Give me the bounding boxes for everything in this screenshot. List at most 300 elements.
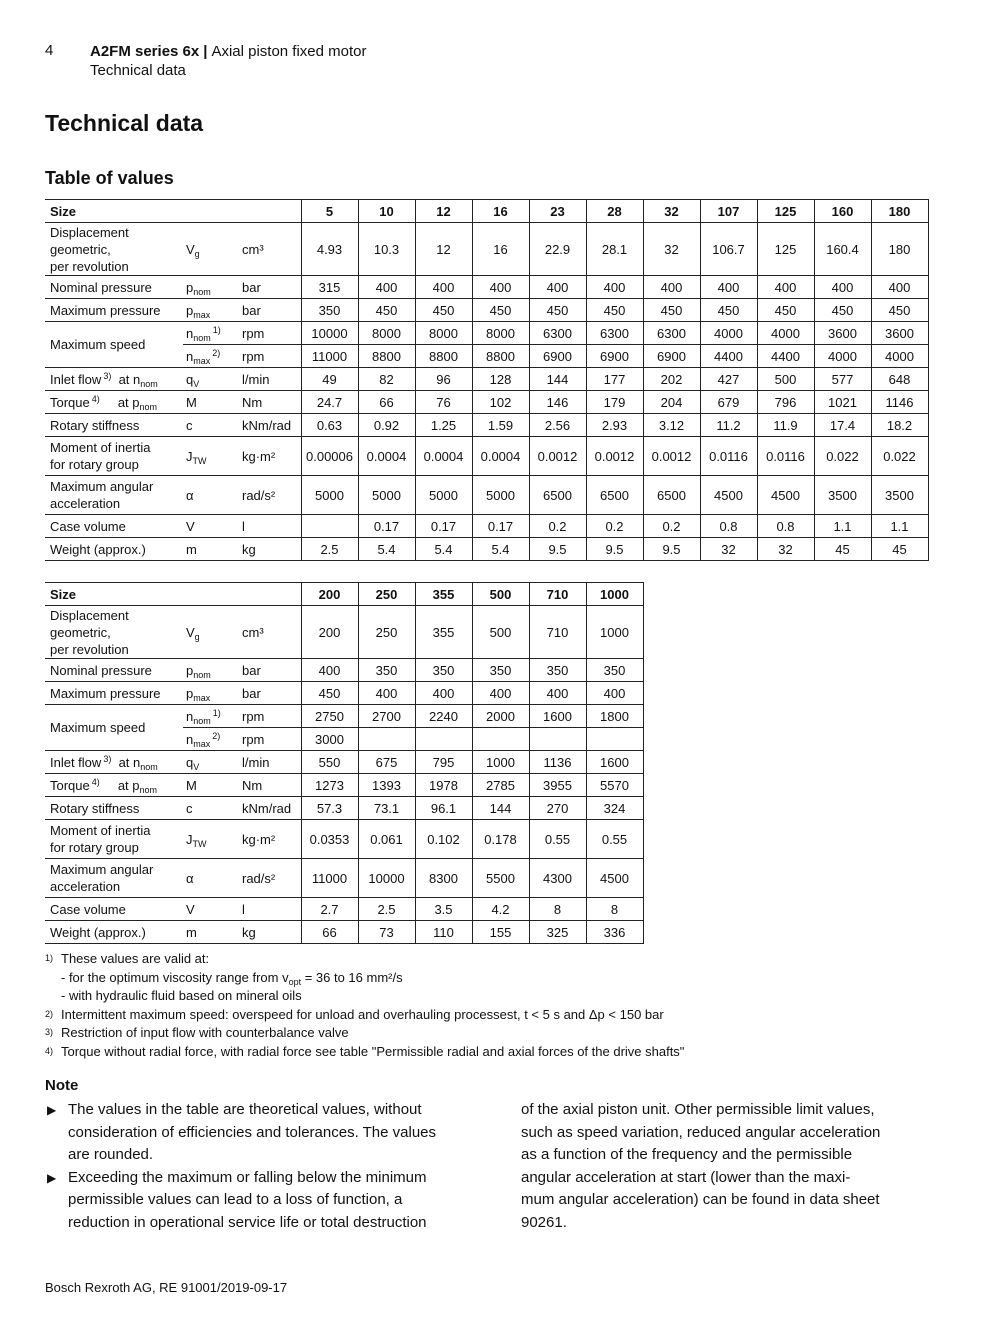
unit-nmax: rpm	[239, 728, 301, 751]
value-cell: 1.1	[871, 515, 928, 538]
note-line: Exceeding the maximum or falling below the minimum	[68, 1168, 427, 1186]
value-cell: 795	[415, 751, 472, 774]
note-line: 90261.	[521, 1213, 567, 1231]
note-line: angular acceleration at start (lower than the maxi-	[521, 1168, 851, 1186]
value-cell: 270	[529, 797, 586, 820]
symbol-sub: nom	[193, 715, 211, 726]
symbol-nnom	[183, 705, 239, 728]
value-cell: 450	[586, 299, 643, 322]
value-cell: 9.5	[586, 538, 643, 561]
symbol-sub: nom	[193, 332, 211, 343]
maximum-pressure-label: Maximum pressure	[45, 682, 183, 705]
value-cell: 200	[301, 606, 358, 659]
value-cell: 1978	[415, 774, 472, 797]
note-item-1	[45, 1099, 485, 1167]
value-cell: 32	[757, 538, 814, 561]
value-cell: 4000	[700, 322, 757, 345]
value-cell: 6300	[586, 322, 643, 345]
label-sub: nom	[139, 401, 158, 412]
value-cell	[358, 728, 415, 751]
value-cell: 8000	[415, 322, 472, 345]
value-cell: 2000	[472, 705, 529, 728]
value-cell: 550	[301, 751, 358, 774]
value-cell: 0.0004	[472, 437, 529, 476]
symbol-sub: nom	[193, 669, 211, 680]
value-cell: 0.0012	[586, 437, 643, 476]
value-cell: 5.4	[415, 538, 472, 561]
value-cell: 350	[529, 659, 586, 682]
unit-jtw: kg·m²	[239, 437, 301, 476]
case-volume-row	[45, 898, 643, 921]
unit-torque: Nm	[239, 774, 301, 797]
value-cell: 177	[586, 368, 643, 391]
header-product: Axial piston fixed motor	[211, 43, 367, 60]
footnote-text: Restriction of input flow with counterbalance valve	[61, 1025, 349, 1040]
size-cell: 160	[814, 200, 871, 223]
value-cell: 350	[358, 659, 415, 682]
size-cell: 12	[415, 200, 472, 223]
footnote-text: = 36 to 16 mm²/s	[301, 969, 403, 985]
value-cell	[472, 728, 529, 751]
value-cell: 0.00006	[301, 437, 358, 476]
symbol-mass: m	[183, 921, 239, 944]
footnote-text: Torque without radial force, with radial force see table "Permissible radial and axial forces of the drive shafts"	[61, 1043, 685, 1059]
torque-label	[45, 774, 183, 797]
value-cell: 679	[700, 391, 757, 414]
value-cell: 4000	[757, 322, 814, 345]
value-cell: 24.7	[301, 391, 358, 414]
note-line: as a function of the frequency and the permissible	[521, 1146, 853, 1163]
footnote-ref: 4)	[91, 393, 100, 404]
unit-pnom: bar	[239, 659, 301, 682]
value-cell: 102	[472, 391, 529, 414]
size-cell: 32	[643, 200, 700, 223]
page-number: 4	[45, 42, 54, 59]
label-line: acceleration	[50, 879, 121, 894]
value-cell: 49	[301, 368, 358, 391]
value-cell: 1600	[529, 705, 586, 728]
maximum-pressure-row	[45, 682, 643, 705]
value-cell: 400	[643, 276, 700, 299]
footnote-4	[45, 1043, 684, 1062]
value-cell	[529, 728, 586, 751]
size-cell: 23	[529, 200, 586, 223]
label-sub: nom	[140, 378, 158, 389]
maximum-pressure-label: Maximum pressure	[45, 299, 183, 322]
rotary-stiffness-label: Rotary stiffness	[45, 414, 183, 437]
symbol-case: V	[183, 898, 239, 921]
label-line: per revolution	[50, 641, 129, 657]
value-cell: 1136	[529, 751, 586, 774]
value-cell: 400	[301, 659, 358, 682]
value-cell: 1273	[301, 774, 358, 797]
symbol-stiffness: c	[183, 797, 239, 820]
value-cell: 3955	[529, 774, 586, 797]
value-cell: 9.5	[643, 538, 700, 561]
value-cell: 450	[871, 299, 928, 322]
bullet-arrow-icon: ▶	[47, 1170, 57, 1185]
value-cell: 10000	[301, 322, 358, 345]
label-line: geometric,	[50, 241, 111, 257]
torque-row	[45, 774, 643, 797]
symbol-pnom	[183, 659, 239, 682]
value-cell: 400	[757, 276, 814, 299]
unit-case: l	[239, 515, 301, 538]
value-cell: 450	[358, 299, 415, 322]
value-cell: 16	[472, 223, 529, 276]
unit-mass: kg	[239, 538, 301, 561]
value-cell	[301, 515, 358, 538]
value-cell: 5500	[472, 859, 529, 898]
value-cell: 675	[358, 751, 415, 774]
note-column-left	[45, 1099, 485, 1234]
angular-acceleration-row	[45, 859, 643, 898]
value-cell: 648	[871, 368, 928, 391]
case-volume-row	[45, 515, 928, 538]
value-cell: 2.5	[358, 898, 415, 921]
value-cell: 350	[472, 659, 529, 682]
value-cell: 96	[415, 368, 472, 391]
value-cell: 10.3	[358, 223, 415, 276]
value-cell: 0.022	[814, 437, 871, 476]
value-cell: 17.4	[814, 414, 871, 437]
value-cell: 250	[358, 606, 415, 659]
value-cell: 500	[757, 368, 814, 391]
value-cell: 3500	[871, 476, 928, 515]
value-cell: 11.2	[700, 414, 757, 437]
unit-pmax: bar	[239, 682, 301, 705]
value-cell: 0.17	[472, 515, 529, 538]
weight-row	[45, 538, 928, 561]
value-cell: 8800	[415, 345, 472, 368]
symbol-vg	[183, 223, 239, 276]
value-cell: 180	[871, 223, 928, 276]
size-cell: 16	[472, 200, 529, 223]
value-cell: 4400	[700, 345, 757, 368]
label-line: acceleration	[50, 496, 121, 511]
value-cell: 0.2	[529, 515, 586, 538]
size-cell: 355	[415, 583, 472, 606]
label-text: Torque	[50, 777, 90, 793]
label-line: per revolution	[50, 258, 129, 274]
value-cell	[415, 728, 472, 751]
value-cell: 4500	[757, 476, 814, 515]
symbol-text: n	[186, 348, 194, 364]
value-cell: 400	[814, 276, 871, 299]
value-cell: 66	[358, 391, 415, 414]
symbol-sub: TW	[192, 455, 207, 466]
weight-row	[45, 921, 643, 944]
value-cell: 3.5	[415, 898, 472, 921]
bullet-arrow-icon: ▶	[47, 1103, 57, 1117]
symbol-sub: max	[193, 692, 211, 703]
value-cell: 1800	[586, 705, 643, 728]
value-cell: 66	[301, 921, 358, 944]
label-line: for rotary group	[50, 840, 139, 855]
label-text: Inlet flow	[50, 754, 102, 770]
footnote-sub: opt	[288, 976, 302, 987]
value-cell: 400	[871, 276, 928, 299]
value-cell: 3.12	[643, 414, 700, 437]
header-series: A2FM series 6x	[90, 43, 200, 60]
value-cell: 4.2	[472, 898, 529, 921]
symbol-sub: g	[194, 631, 200, 642]
value-cell: 2785	[472, 774, 529, 797]
label-line: for rotary group	[50, 457, 139, 472]
displacement-row	[45, 223, 928, 276]
value-cell: 8000	[358, 322, 415, 345]
value-cell: 82	[358, 368, 415, 391]
value-cell: 202	[643, 368, 700, 391]
symbol-text: n	[186, 325, 194, 341]
value-cell: 6300	[529, 322, 586, 345]
value-cell: 6500	[529, 476, 586, 515]
value-cell: 0.8	[757, 515, 814, 538]
value-cell: 45	[814, 538, 871, 561]
nominal-pressure-row	[45, 276, 928, 299]
value-cell: 0.92	[358, 414, 415, 437]
value-cell: 22.9	[529, 223, 586, 276]
value-cell: 400	[358, 276, 415, 299]
inlet-flow-row	[45, 368, 928, 391]
note-title: Note	[45, 1077, 79, 1094]
label-line: Moment of inertia	[50, 440, 151, 455]
note-line: such as speed variation, reduced angular acceleration	[521, 1123, 881, 1141]
value-cell: 6500	[586, 476, 643, 515]
unit-torque: Nm	[239, 391, 301, 414]
value-cell: 710	[529, 606, 586, 659]
symbol-torque: M	[183, 774, 239, 797]
value-cell: 0.55	[529, 820, 586, 859]
symbol-sub: max	[193, 355, 211, 366]
value-cell: 5000	[301, 476, 358, 515]
value-cell: 450	[529, 299, 586, 322]
value-cell: 12	[415, 223, 472, 276]
values-table-2	[45, 582, 644, 944]
value-cell: 4000	[814, 345, 871, 368]
label-line: Maximum angular	[50, 479, 154, 494]
value-cell: 400	[700, 276, 757, 299]
value-cell: 400	[529, 276, 586, 299]
note-line: of the axial piston unit. Other permissible limit values,	[521, 1101, 875, 1118]
symbol-nmax	[183, 345, 239, 368]
value-cell: 355	[415, 606, 472, 659]
value-cell: 0.0353	[301, 820, 358, 859]
unit-stiffness: kNm/rad	[239, 797, 301, 820]
value-cell: 1.59	[472, 414, 529, 437]
value-cell: 0.0116	[700, 437, 757, 476]
symbol-jtw	[183, 820, 239, 859]
speed-nom-row	[45, 322, 928, 345]
size-cell: 250	[358, 583, 415, 606]
value-cell: 350	[301, 299, 358, 322]
page-title: Technical data	[45, 110, 204, 136]
size-cell: 107	[700, 200, 757, 223]
weight-label: Weight (approx.)	[45, 921, 183, 944]
value-cell: 4000	[871, 345, 928, 368]
symbol-jtw	[183, 437, 239, 476]
value-cell: 11.9	[757, 414, 814, 437]
value-cell: 1000	[586, 606, 643, 659]
value-cell: 4500	[586, 859, 643, 898]
value-cell: 73	[358, 921, 415, 944]
value-cell: 1021	[814, 391, 871, 414]
note-line: mum angular acceleration) can be found in data sheet	[521, 1191, 880, 1208]
value-cell: 1.1	[814, 515, 871, 538]
value-cell: 45	[871, 538, 928, 561]
unit-case: l	[239, 898, 301, 921]
value-cell: 11000	[301, 859, 358, 898]
value-cell: 76	[415, 391, 472, 414]
angular-acceleration-row	[45, 476, 928, 515]
unit-alpha: rad/s²	[239, 476, 301, 515]
unit-mass: kg	[239, 921, 301, 944]
value-cell: 400	[358, 682, 415, 705]
case-volume-label: Case volume	[45, 898, 183, 921]
value-cell: 1393	[358, 774, 415, 797]
value-cell: 400	[529, 682, 586, 705]
unit-pmax: bar	[239, 299, 301, 322]
rotary-stiffness-row	[45, 414, 928, 437]
symbol-qv	[183, 368, 239, 391]
value-cell: 2.93	[586, 414, 643, 437]
symbol-pmax	[183, 299, 239, 322]
value-cell: 204	[643, 391, 700, 414]
symbol-pnom	[183, 276, 239, 299]
weight-label: Weight (approx.)	[45, 538, 183, 561]
value-cell: 5000	[415, 476, 472, 515]
symbol-sub: TW	[192, 838, 207, 849]
value-cell: 3500	[814, 476, 871, 515]
symbol-torque: M	[183, 391, 239, 414]
size-cell: 125	[757, 200, 814, 223]
size-cell: 5	[301, 200, 358, 223]
value-cell: 4500	[700, 476, 757, 515]
value-cell: 6900	[586, 345, 643, 368]
symbol-text: J	[186, 831, 193, 847]
value-cell: 0.17	[415, 515, 472, 538]
unit-qv: l/min	[239, 368, 301, 391]
value-cell: 0.0012	[529, 437, 586, 476]
value-cell: 0.178	[472, 820, 529, 859]
footnote-3	[45, 1024, 684, 1043]
label-sub: nom	[139, 784, 158, 795]
unit-pnom: bar	[239, 276, 301, 299]
moment-of-inertia-row	[45, 437, 928, 476]
speed-nom-row	[45, 705, 643, 728]
footnotes	[45, 950, 684, 1061]
value-cell: 28.1	[586, 223, 643, 276]
moment-of-inertia-label	[45, 437, 183, 476]
value-cell: 3000	[301, 728, 358, 751]
footnote-ref: 2)	[212, 730, 221, 741]
note-item-2	[45, 1167, 485, 1235]
value-cell: 450	[643, 299, 700, 322]
value-cell: 5.4	[358, 538, 415, 561]
value-cell: 5570	[586, 774, 643, 797]
symbol-alpha: α	[183, 476, 239, 515]
value-cell: 400	[415, 682, 472, 705]
value-cell: 8	[586, 898, 643, 921]
value-cell: 450	[415, 299, 472, 322]
footnote-1	[45, 950, 684, 969]
value-cell	[586, 728, 643, 751]
size-cell: 28	[586, 200, 643, 223]
value-cell: 350	[586, 659, 643, 682]
footnote-mark: 2)	[45, 1008, 54, 1019]
label-line: Moment of inertia	[50, 823, 151, 838]
torque-row	[45, 391, 928, 414]
size-label: Size	[45, 200, 301, 223]
nominal-pressure-row	[45, 659, 643, 682]
value-cell: 0.0004	[415, 437, 472, 476]
value-cell: 450	[700, 299, 757, 322]
value-cell: 57.3	[301, 797, 358, 820]
value-cell: 0.0004	[358, 437, 415, 476]
value-cell: 2.7	[301, 898, 358, 921]
size-cell: 1000	[586, 583, 643, 606]
footnote-2	[45, 1006, 684, 1025]
value-cell: 1600	[586, 751, 643, 774]
value-cell: 0.2	[643, 515, 700, 538]
unit-vg: cm³	[239, 606, 301, 659]
size-cell: 180	[871, 200, 928, 223]
footnote-text: Intermittent maximum speed: overspeed for unload and overhauling processest, t < 5 s and Δp < 150 bar	[61, 1006, 664, 1022]
value-cell: 6500	[643, 476, 700, 515]
value-cell: 450	[814, 299, 871, 322]
label-text: at n	[118, 371, 141, 387]
nominal-pressure-label: Nominal pressure	[45, 659, 183, 682]
value-cell: 400	[586, 682, 643, 705]
value-cell: 4.93	[301, 223, 358, 276]
unit-nmax: rpm	[239, 345, 301, 368]
label-line: Maximum angular	[50, 862, 154, 877]
value-cell: 5.4	[472, 538, 529, 561]
value-cell: 10000	[358, 859, 415, 898]
value-cell: 8800	[472, 345, 529, 368]
symbol-case: V	[183, 515, 239, 538]
moment-of-inertia-row	[45, 820, 643, 859]
maximum-pressure-row	[45, 299, 928, 322]
footnote-text: - for the optimum viscosity range from v	[61, 969, 289, 985]
page-footer: Bosch Rexroth AG, RE 91001/2019-09-17	[45, 1280, 288, 1295]
value-cell: 32	[643, 223, 700, 276]
displacement-label	[45, 223, 183, 276]
label-text: at p	[117, 394, 140, 410]
symbol-pmax	[183, 682, 239, 705]
note-column-right	[521, 1099, 941, 1234]
value-cell: 2.56	[529, 414, 586, 437]
value-cell: 400	[415, 276, 472, 299]
symbol-sub: g	[194, 248, 200, 259]
value-cell: 8000	[472, 322, 529, 345]
value-cell: 6300	[643, 322, 700, 345]
page-header	[90, 42, 367, 80]
value-cell: 4300	[529, 859, 586, 898]
value-cell: 2700	[358, 705, 415, 728]
value-cell: 73.1	[358, 797, 415, 820]
footnote-ref: 3)	[103, 753, 112, 764]
values-table-1	[45, 199, 929, 561]
value-cell: 0.63	[301, 414, 358, 437]
symbol-sub: V	[193, 378, 200, 389]
symbol-text: q	[186, 754, 194, 770]
inlet-flow-row	[45, 751, 643, 774]
value-cell: 324	[586, 797, 643, 820]
unit-nnom: rpm	[239, 322, 301, 345]
value-cell: 0.2	[586, 515, 643, 538]
size-row	[45, 583, 643, 606]
